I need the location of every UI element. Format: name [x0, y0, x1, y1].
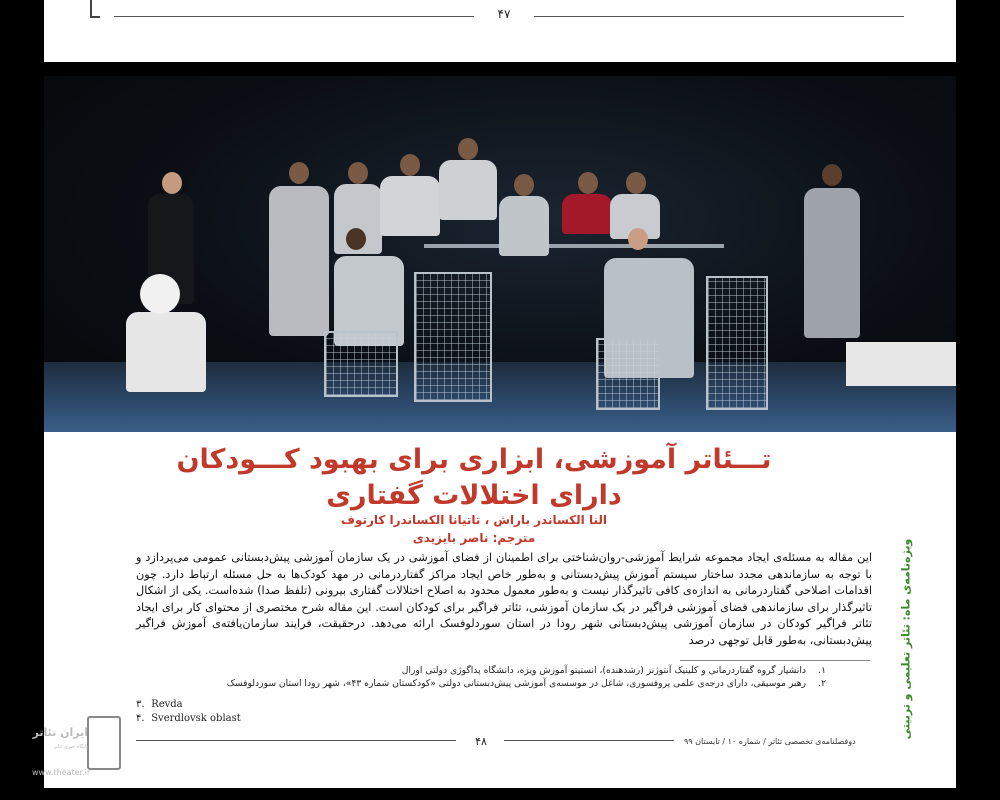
wire-cage — [596, 338, 660, 410]
previous-page-number: ۴۷ — [497, 7, 511, 21]
theater-photo — [44, 76, 956, 432]
page-number: ۴۸ — [475, 735, 487, 748]
performer-head — [162, 172, 182, 194]
performer-head — [348, 162, 368, 184]
article-translator: مترجم: ناصر بایزیدی — [412, 531, 536, 545]
performer-head — [289, 162, 309, 184]
article-page — [44, 76, 956, 788]
footnote-text: دانشیار گروه گفتاردرمانی و کلینیک آنتوژنز (رشدهنده)، انستیتو آموزش ویژه، دانشگاه پداگوژی دولتی اورال — [401, 665, 806, 676]
note-number: ۴. — [136, 713, 145, 724]
latin-notes — [136, 698, 241, 726]
rule — [504, 740, 674, 741]
footnote-text: رهبر موسیقی، دارای درجه‌ی علمی پروفسوری، شاغل در موسسه‌ی آموزشی پیش‌دبستانی دولتی «کودکستان شماره ۴۳»، شهر رودا استان سوردلوفسک — [226, 678, 806, 689]
performer-head — [626, 172, 646, 194]
watermark-logo — [30, 716, 130, 780]
wire-cage — [414, 272, 492, 402]
performer-head — [140, 274, 180, 314]
wire-cage — [324, 331, 398, 397]
performer-head — [400, 154, 420, 176]
note-text: Sverdlovsk oblast — [151, 713, 241, 724]
rule — [136, 740, 456, 741]
previous-page — [44, 0, 956, 62]
performer — [380, 176, 440, 236]
stage-step — [846, 342, 956, 386]
article-body — [136, 550, 872, 650]
performer-head — [346, 228, 366, 250]
wire-cage — [706, 276, 768, 410]
latin-note-item — [136, 712, 241, 726]
footnote-number: ۲. — [818, 678, 826, 689]
journal-footer: دوفصلنامه‌ی تخصصی تئاتر / شماره ۱۰ / تابستان ۹۹ — [684, 737, 856, 746]
logo-mark-icon — [87, 716, 121, 770]
footnotes — [136, 664, 826, 690]
watermark-url: www.theater.ir — [32, 768, 91, 777]
watermark-name: ایران تئاتر — [32, 726, 88, 739]
rule — [534, 16, 904, 17]
body-paragraph: این مقاله به مسئله‌ی ایجاد مجموعه شرایط آموزشی-روان‌شناختی برای اطمینان از فضای آموزشی در یک سازمان آموزشی پیش‌دبستانی عمومی می‌پردازد و با توجه به سازماندهی مجدد ساختار سیستم آموزش پیش‌دبستانی و به‌طور خاص ایجاد مراکز گفتاردرمانی در مهد کودک‌ها به حل مسئله ارتباط دارد. چون اقدامات اصلاحی گفتاردرمانی به اندازه‌ی کافی تاثیرگذار نیست و به‌طور معمول محدود به اصلاح اختلالات گفتاری بیرونی (تلفظ صدا) شده‌است. یکی از اشکال تاثیرگذار برای سازماندهی فضای آموزشی فراگیر در یک سازمان آموزشی، تئاتر فراگیر برای کودکان است. این مقاله شرح مختصری از محتوای کار برای ایجاد تئاتر فراگیر کودکان در سازمان آموزشی پیش‌دبستانی شهر رودا در استان سوردلوفسک ارائه می‌دهد. درحقیقت، فرایند سازمان‌یافته‌ی آموزش فراگیر پیش‌دبستانی، به‌طور قابل توجهی درصد — [136, 551, 872, 647]
performer — [804, 188, 860, 338]
performer-head — [628, 228, 648, 250]
rule — [114, 16, 474, 17]
note-number: ۳. — [136, 699, 145, 710]
performer-head — [578, 172, 598, 194]
footnote-item — [136, 664, 826, 677]
footnote-item — [136, 677, 826, 690]
side-banner-text: ویژه‌نامه‌ی ماه: تئاتر تعلیمی و تربیتی — [899, 538, 913, 740]
frame-corner — [90, 0, 100, 18]
stage-rail — [424, 244, 724, 248]
performer — [562, 194, 612, 234]
performer — [499, 196, 549, 256]
performer-head — [458, 138, 478, 160]
article-title-line2: دارای اختلالات گفتاری — [326, 480, 622, 511]
performer — [439, 160, 497, 220]
performer — [269, 186, 329, 336]
note-text: Revda — [151, 699, 183, 710]
article-authors: النا الکساندر باراش ، تاتیانا الکساندرا کارتوف — [341, 513, 607, 527]
footnote-rule — [680, 660, 870, 661]
side-banner — [896, 524, 916, 754]
footnote-number: ۱. — [818, 665, 826, 676]
performer-head — [514, 174, 534, 196]
article-title-line1: تـــئاتر آموزشی، ابزاری برای بهبود کـــودکان — [176, 444, 772, 475]
latin-note-item — [136, 698, 241, 712]
watermark-sub: پایگاه خبری تئاتر — [53, 744, 88, 750]
performer-violinist — [126, 312, 206, 392]
performer-head — [822, 164, 842, 186]
